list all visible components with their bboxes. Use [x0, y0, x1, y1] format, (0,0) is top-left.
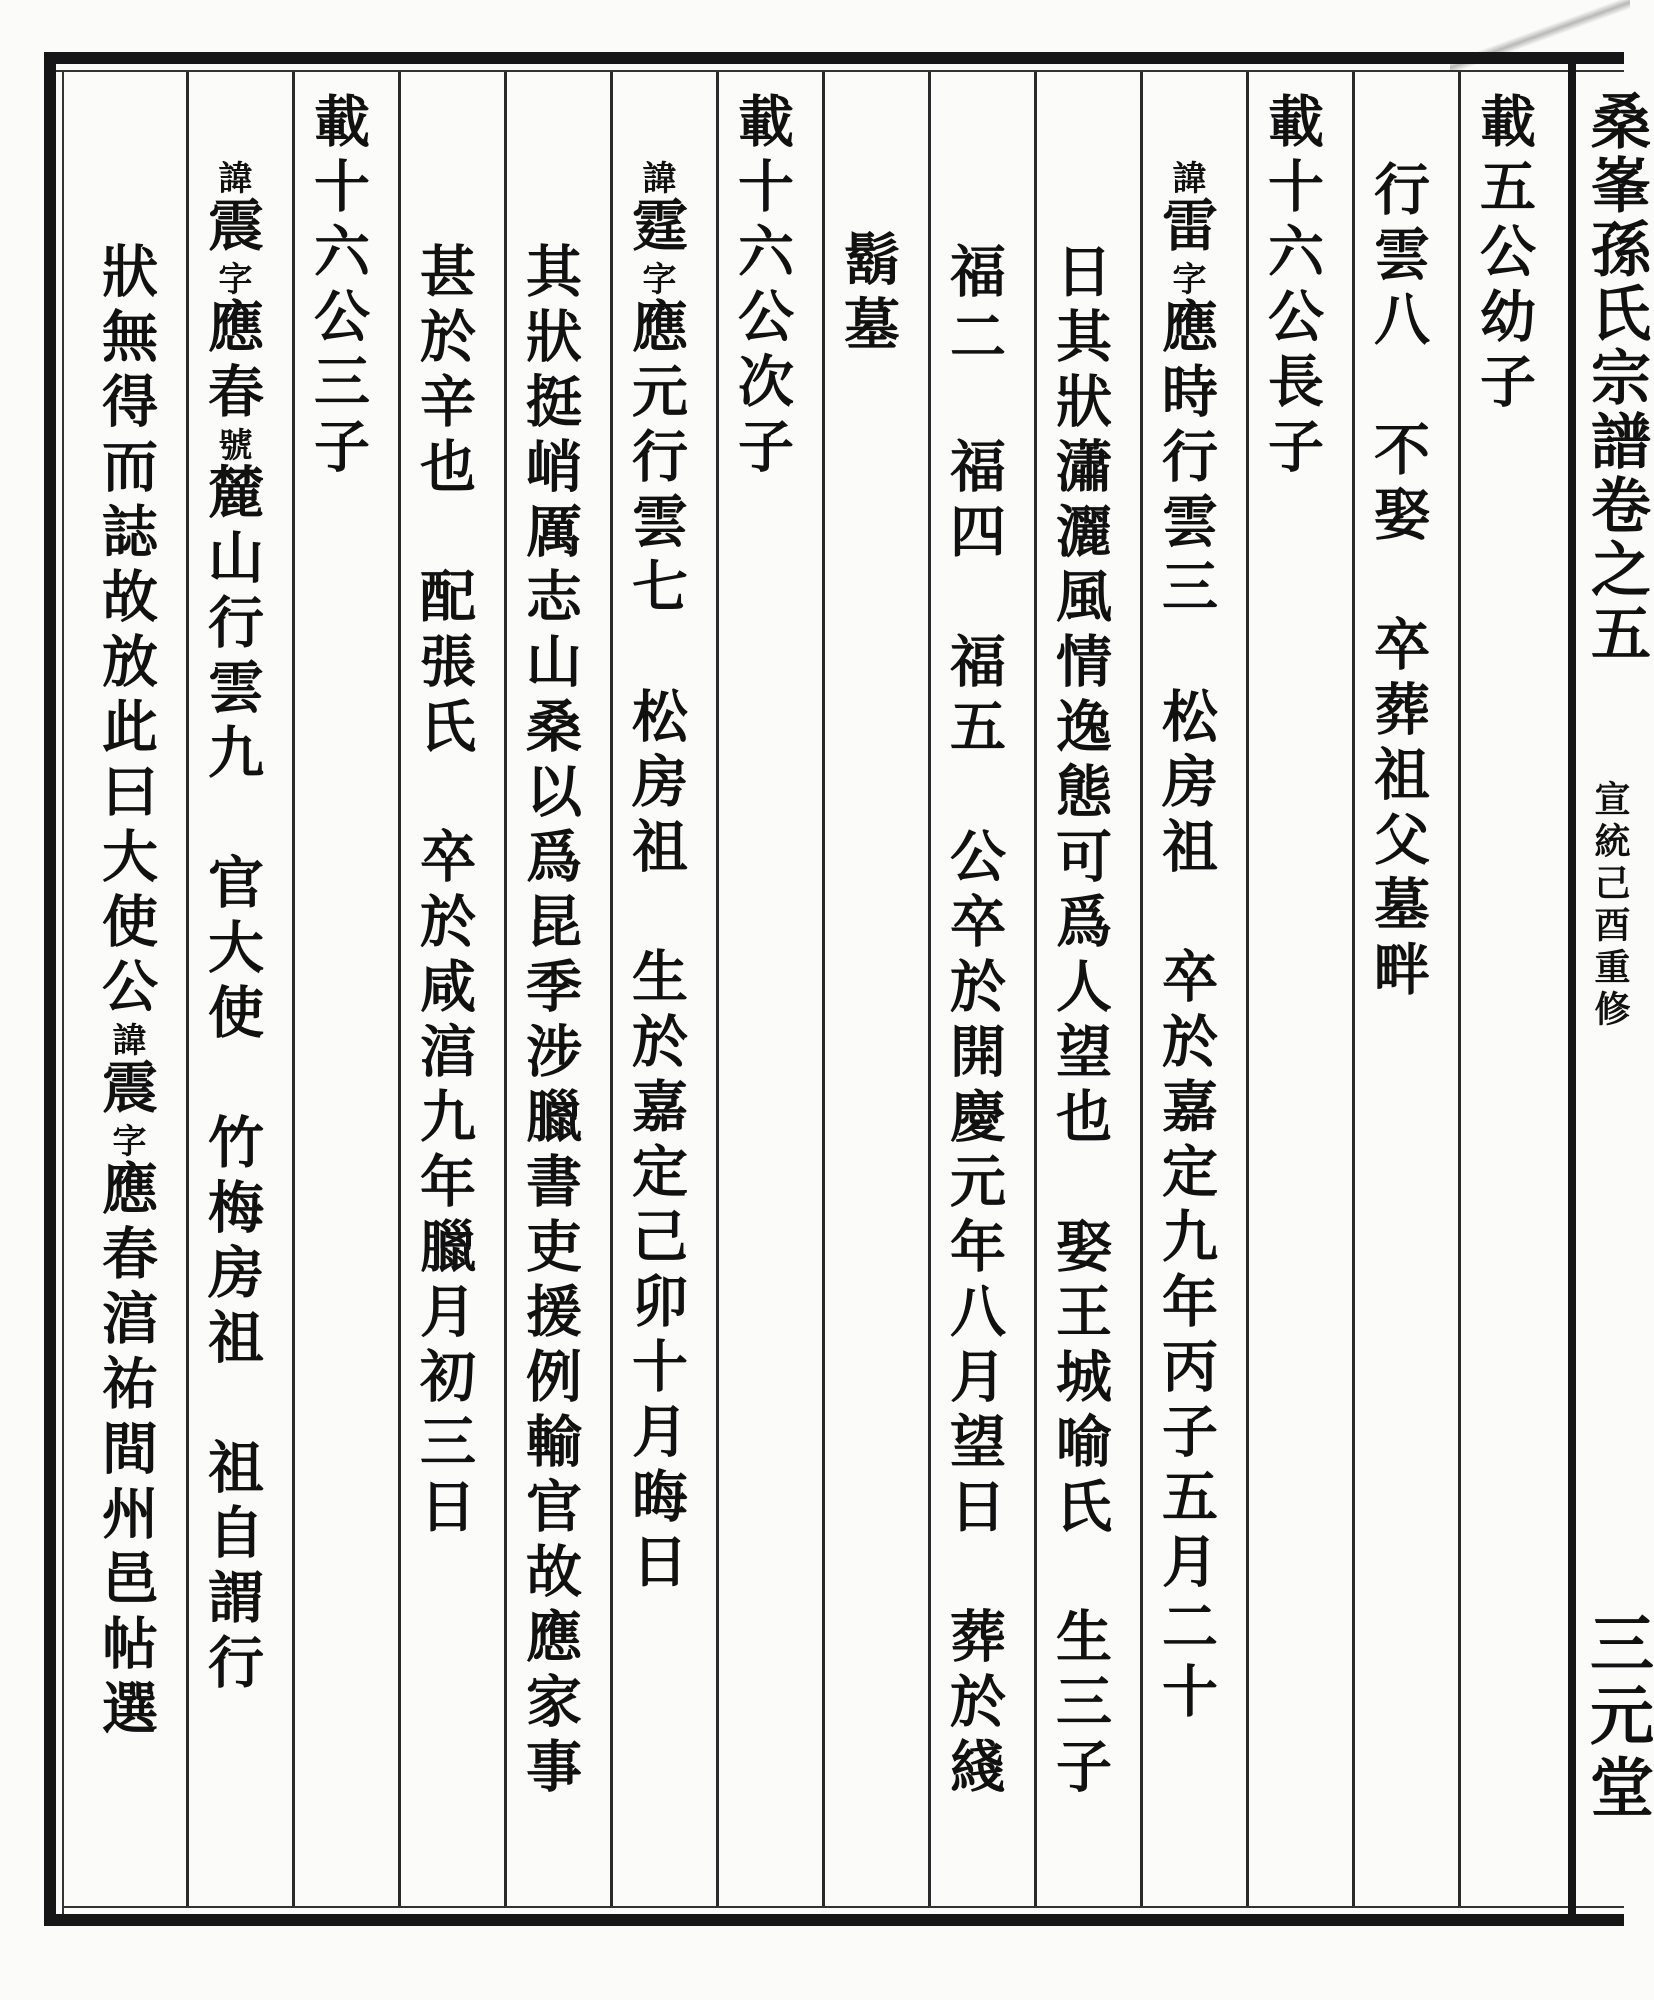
column-divider — [504, 72, 507, 1906]
text-run: 應時行雲三 松房祖 卒於嘉定九年丙子五月二十 — [1153, 297, 1219, 1727]
column-divider — [610, 72, 613, 1906]
column-divider — [292, 72, 295, 1906]
text-run: 狀無得而誌故放此曰大使公 — [93, 242, 159, 1022]
frame-border-top — [44, 52, 1624, 64]
text-run: 行雲八 不娶 卒葬祖父墓畔 — [1365, 160, 1431, 1005]
column-divider — [928, 72, 931, 1906]
text-run: 應春湻祐間州邑帖選 — [93, 1159, 159, 1744]
text-run: 麓山行雲九 官大使 竹梅房祖 祖自謂行 — [199, 463, 265, 1698]
text-column — [1260, 92, 1324, 482]
small-annotation: 字 — [1166, 261, 1206, 297]
column-divider — [822, 72, 825, 1906]
text-column — [200, 160, 264, 1698]
column-divider — [186, 72, 189, 1906]
text-run: 其狀挺峭厲志山桑以爲昆季涉臘書吏援例輸官故應家事 — [517, 242, 583, 1802]
small-annotation: 號 — [212, 427, 252, 463]
frame-inner-line-left — [62, 70, 64, 1916]
small-annotation: 諱 — [212, 160, 252, 196]
text-column — [1472, 92, 1536, 417]
text-run: 載十六公長子 — [1259, 92, 1325, 482]
margin-hall-name: 三元堂 — [1579, 1610, 1654, 1826]
margin-edition-note: 宣統己酉重修 — [1589, 780, 1631, 1032]
text-column — [624, 160, 688, 1597]
text-run: 甚於辛也 配張氏 卒於咸湻九年臘月初三日 — [411, 242, 477, 1542]
text-run: 福二 福四 福五 公卒於開慶元年八月望日 葬於綫 — [941, 242, 1007, 1802]
text-run: 應元行雲七 松房祖 生於嘉定己卯十月晦日 — [623, 297, 689, 1597]
frame-inner-line-bottom — [62, 1906, 1624, 1908]
column-divider — [716, 72, 719, 1906]
frame-border-bottom — [44, 1914, 1624, 1926]
text-run: 震 — [93, 1058, 159, 1123]
small-annotation: 字 — [106, 1123, 146, 1159]
small-annotation: 諱 — [1166, 160, 1206, 196]
frame-border-left — [44, 52, 56, 1922]
frame-border-right — [1568, 52, 1576, 1926]
small-annotation: 字 — [636, 261, 676, 297]
text-run: 日其狀瀟灑風情逸態可爲人望也 娶王城喻氏 生三子 — [1047, 242, 1113, 1802]
column-divider — [1352, 72, 1355, 1906]
text-run: 鬍墓 — [835, 230, 901, 360]
column-divider — [398, 72, 401, 1906]
text-run: 雷 — [1153, 196, 1219, 261]
small-annotation: 諱 — [106, 1022, 146, 1058]
column-divider — [1246, 72, 1249, 1906]
text-column — [1154, 160, 1218, 1727]
small-annotation: 字 — [212, 261, 252, 297]
text-column — [836, 230, 900, 360]
column-divider — [1458, 72, 1461, 1906]
text-column — [942, 242, 1006, 1802]
column-divider — [1140, 72, 1143, 1906]
text-run: 載十六公次子 — [729, 92, 795, 482]
frame-inner-line-top — [44, 70, 1624, 72]
text-run: 霆 — [623, 196, 689, 261]
text-run: 震 — [199, 196, 265, 261]
text-column — [518, 242, 582, 1802]
text-run: 載五公幼子 — [1471, 92, 1537, 417]
column-divider — [1034, 72, 1037, 1906]
text-run: 應春 — [199, 297, 265, 427]
text-column — [306, 92, 370, 482]
text-column — [412, 242, 476, 1542]
text-column — [94, 242, 158, 1744]
small-annotation: 諱 — [636, 160, 676, 196]
text-column — [1048, 242, 1112, 1802]
text-run: 載十六公三子 — [305, 92, 371, 482]
margin-book-title: 桑峯孫氏宗譜卷之五 — [1581, 90, 1651, 666]
text-column — [1366, 160, 1430, 1005]
text-column — [730, 92, 794, 482]
